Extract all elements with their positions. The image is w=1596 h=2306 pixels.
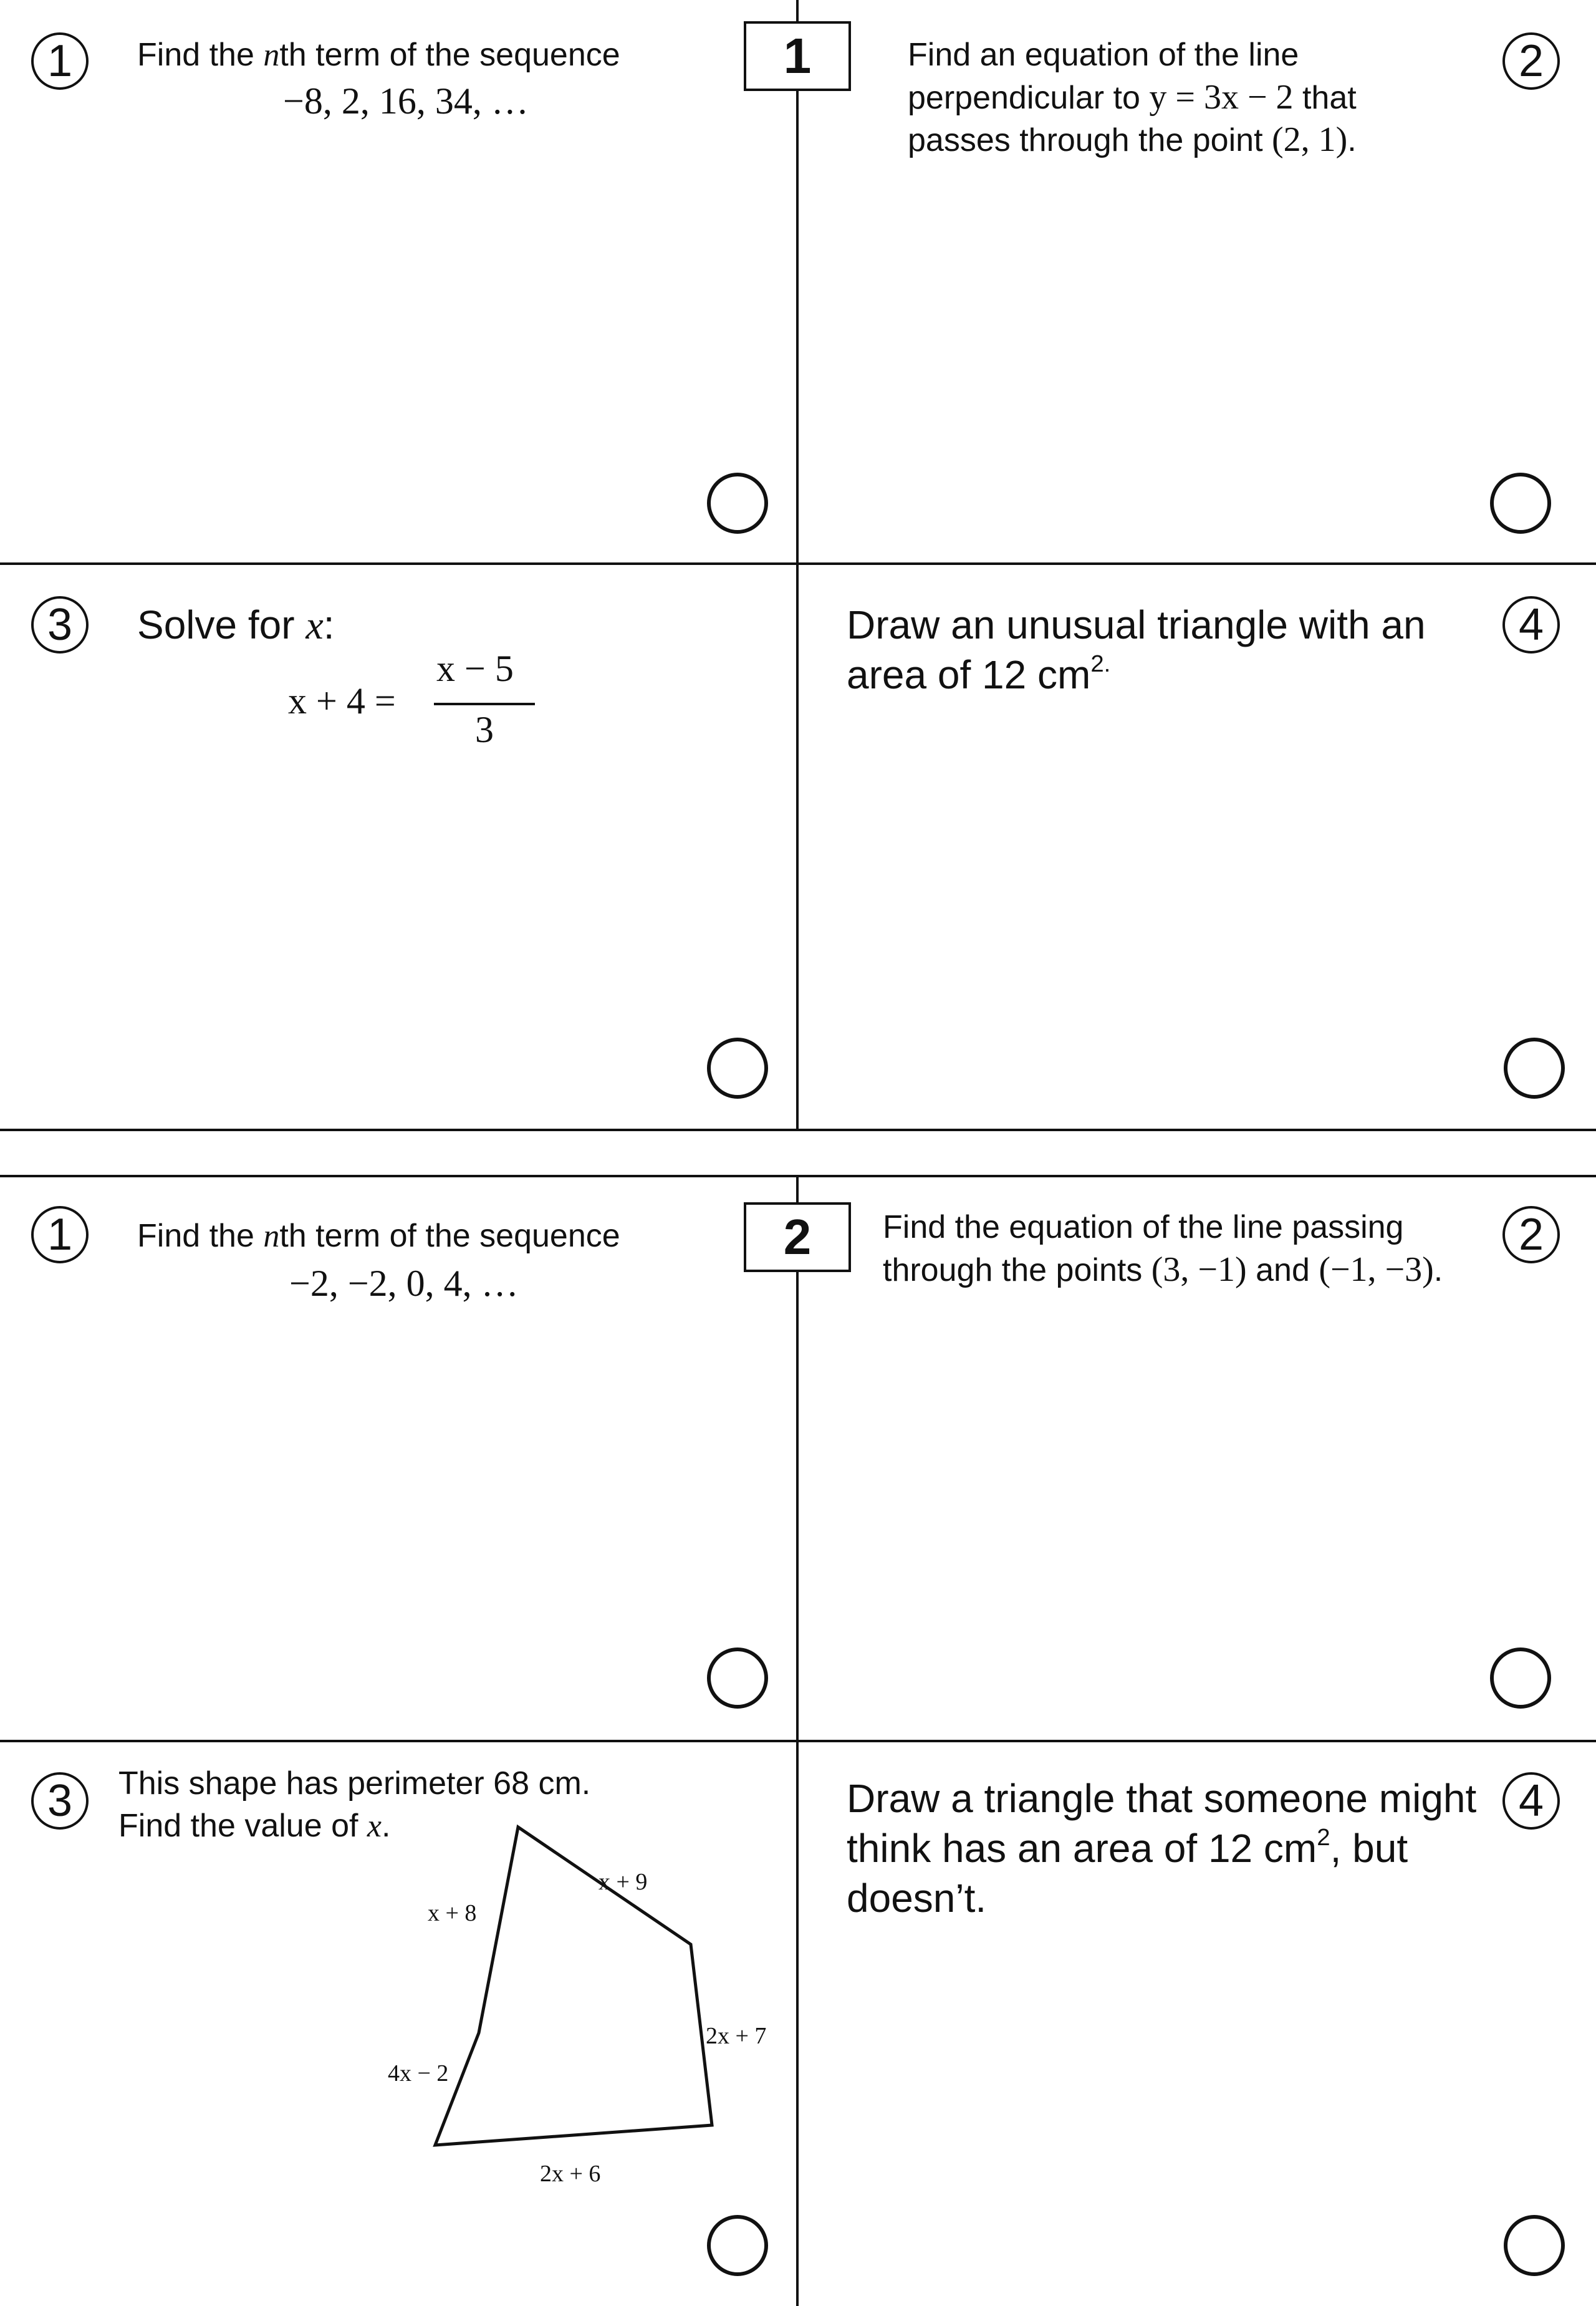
set2-q3-side-right: 2x + 7 [706,2023,767,2049]
set2-q3-side-top-right: x + 9 [598,1869,648,1895]
set2-q2-point-a: (3, −1) [1151,1250,1247,1289]
set2-q3-side-left-upper: x + 8 [428,1900,477,1926]
set2-q3-line1: This shape has perimeter 68 cm. [118,1765,591,1802]
set1-q4-number-text: 4 [1518,600,1544,650]
set2-q3-number-text: 3 [47,1776,73,1826]
set1-q3-answer-circle[interactable] [707,1038,768,1099]
set2-q1-prompt-var: n [263,1218,280,1254]
set1-q3-denominator: 3 [475,709,494,750]
set2-q4-line2 [847,1823,1408,1873]
set1-q2-line-equation: y = 3x − 2 [1149,78,1294,117]
set1-q4-line2-sup: 2. [1090,650,1111,678]
set1-q1-prompt [137,34,620,77]
set2-q1-answer-circle[interactable] [707,1647,768,1709]
set1-q3-number [31,596,89,654]
set1-q2-line2 [908,76,1357,119]
set-separator-top [0,1129,1596,1131]
set1-q2-line3 [908,118,1357,162]
set2-q3-side-left-lower: 4x − 2 [388,2060,449,2086]
set1-q2-number [1502,32,1560,90]
set2-q2-number-text: 2 [1518,1210,1544,1260]
set2-q2-line2-mid: and [1246,1252,1319,1288]
set2-q4-line2-pre: think has an area of 12 cm [847,1826,1317,1871]
set1-center-divider [796,0,799,1130]
set1-q1-answer-circle[interactable] [707,473,768,534]
set2-q4-answer-circle[interactable] [1504,2215,1565,2276]
set2-q3-quadrilateral-diagram [349,1808,798,2195]
set1-q3-prompt-post: : [323,602,335,647]
set2-q4-line1: Draw a triangle that someone might [847,1776,1477,1821]
set1-q1-prompt-pre: Find the [137,37,264,73]
set1-q3-prompt [137,600,335,650]
set2-q1-prompt [137,1215,620,1258]
set1-q3-fraction-bar [434,703,535,705]
set1-q3-number-text: 3 [47,600,73,650]
set1-q1-number-text: 1 [47,36,73,86]
set2-q3-answer-circle[interactable] [707,2215,768,2276]
set2-q4-line2-sup: 2 [1317,1824,1330,1851]
set2-q2-answer-circle[interactable] [1490,1647,1551,1709]
set2-q1-number-text: 1 [47,1210,73,1260]
set2-q3-line2-var: x [367,1808,382,1844]
set1-q2-line1: Find an equation of the line [908,37,1299,73]
set2-q2-line1: Find the equation of the line passing [883,1209,1404,1245]
set2-middle-divider [0,1740,1596,1742]
set2-q3-line2-post: . [382,1808,391,1844]
set1-q3-lhs: x + 4 = [288,680,396,721]
set1-q1-number [31,32,89,90]
set2-q3-shape-outline [435,1827,712,2145]
set1-q2-line2-post: that [1293,80,1357,116]
set2-q2-point-b: (−1, −3) [1319,1250,1434,1289]
set1-q2-line2-pre: perpendicular to [908,80,1150,116]
set1-q2-line3-pre: passes through the point [908,122,1272,158]
set1-q1-prompt-post: th term of the sequence [279,37,620,73]
set2-q2-line2-pre: through the points [883,1252,1151,1288]
set1-q3-prompt-var: x [305,603,324,647]
set1-q2-number-text: 2 [1518,36,1544,86]
set1-q1-prompt-var: n [263,37,280,73]
set1-q3-numerator: x − 5 [436,648,514,689]
set2-q1-sequence: −2, −2, 0, 4, … [289,1263,519,1304]
set1-q2-point: (2, 1) [1271,120,1348,159]
set2-q4-line3: doesn’t. [847,1876,987,1921]
set2-q2-line2-post: . [1433,1252,1443,1288]
set2-q3-side-bottom: 2x + 6 [540,2161,601,2187]
set2-q4-number-text: 4 [1518,1776,1544,1826]
set1-label: 1 [783,28,812,84]
set1-q2-line3-post: . [1347,122,1357,158]
set1-q4-line2 [847,650,1110,700]
set1-q3-prompt-pre: Solve for [137,602,306,647]
set2-q4-number [1502,1772,1560,1830]
set1-middle-divider [0,562,1596,565]
set2-q3-number [31,1772,89,1830]
set1-q2-answer-circle[interactable] [1490,473,1551,534]
set1-q4-number [1502,596,1560,654]
set2-q3-line2-pre: Find the value of [118,1808,367,1844]
set1-label-box [744,21,851,91]
set1-q1-sequence: −8, 2, 16, 34, … [283,80,529,122]
set1-q4-line2-text: area of 12 cm [847,652,1091,697]
set2-label: 2 [783,1209,812,1265]
set2-q2-number [1502,1206,1560,1263]
set2-q4-line2-post: , but [1330,1826,1408,1871]
set2-q1-prompt-post: th term of the sequence [279,1218,620,1254]
set2-q1-number [31,1206,89,1263]
set2-label-box [744,1202,851,1272]
set2-q2-line2 [883,1248,1443,1291]
set2-q1-prompt-pre: Find the [137,1218,264,1254]
set1-q4-line1: Draw an unusual triangle with an [847,602,1426,647]
set1-q4-answer-circle[interactable] [1504,1038,1565,1099]
